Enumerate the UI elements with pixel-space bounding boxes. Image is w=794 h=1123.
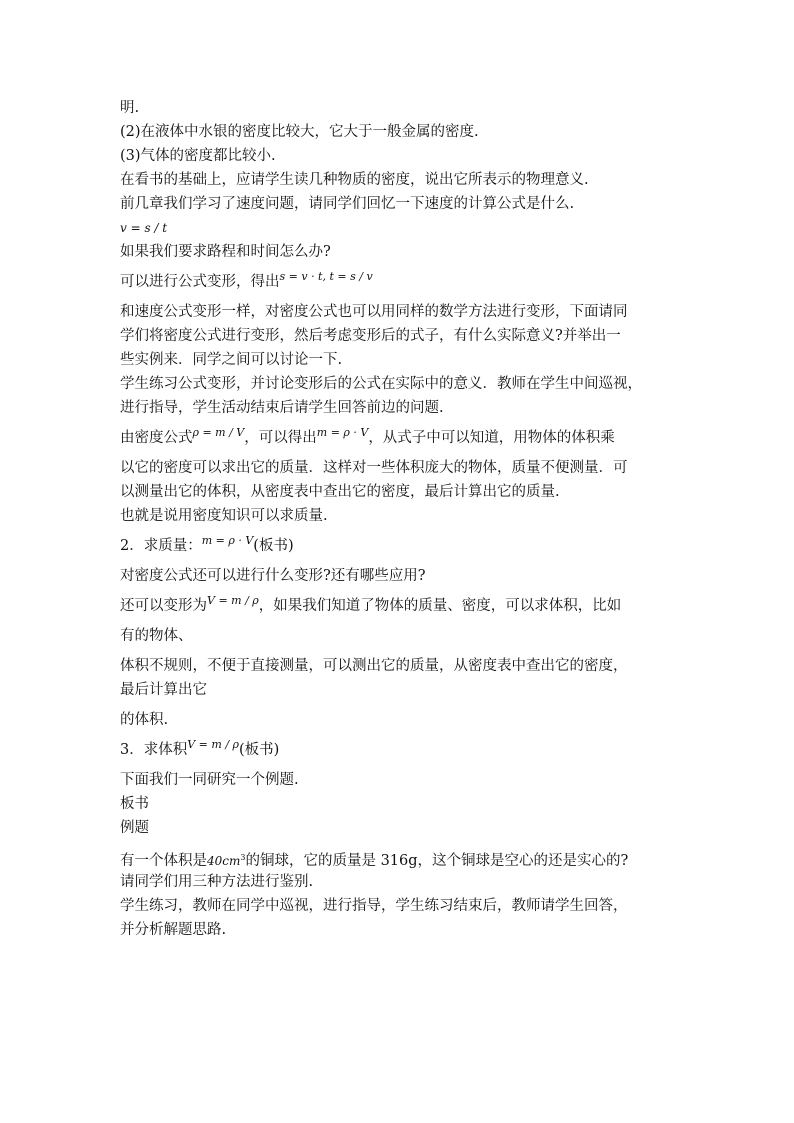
text-line: 3．求体积$^{V = m / \rho}$(板书) [120,738,280,758]
text-line: 有的物体、 [120,628,193,644]
text-line: 学生练习，教师在同学中巡视，进行指导，学生练习结束后，教师请学生回答， [120,898,628,914]
text-line: 些实例来．同学之间可以讨论一下. [120,352,343,368]
inline-formula: V = m / ρ [207,594,259,607]
text-line: 并分析解题思路. [120,922,227,938]
text-line: 有一个体积是$40cm^3$的铜球，它的质量是 316g，这个铜球是空心的还是实心的? [120,853,629,869]
text-line: 以它的密度可以求出它的质量．这样对一些体积庞大的物体，质量不便测量．可 [120,460,628,476]
volume-value: $40cm^3$ [207,853,246,868]
inline-formula: m = ρ · V [201,534,254,547]
formula-line [120,216,680,240]
text-line: 还可以变形为$^{V = m / \rho}$，如果我们知道了物体的质量、密度，可以求体积，比如 [120,594,622,614]
text-line: 也就是说用密度知识可以求质量. [120,508,328,524]
text-line: 学生练习公式变形，并讨论变形后的公式在实际中的意义．教师在学生中间巡视， [120,376,642,392]
text-line: 请同学们用三种方法进行鉴别. [120,874,314,890]
inline-formula: ρ = m / V [192,426,245,439]
text-line: 2．求质量：$^{m = \rho \cdot V}$(板书) [120,534,294,554]
text-line: 以测量出它的体积，从密度表中查出它的密度，最后计算出它的质量. [120,484,560,500]
text-line: 对密度公式还可以进行什么变形?还有哪些应用? [120,568,426,584]
text-line: (3)气体的密度都比较小. [120,148,276,164]
text-line: 前几章我们学习了速度问题，请同学们回忆一下速度的计算公式是什么. [120,196,575,212]
text-line: 例题 [120,820,149,836]
inline-formula: V = m / ρ [187,738,239,751]
text-line: 如果我们要求路程和时间怎么办? [120,244,331,260]
document-page [120,96,680,942]
inline-formula: s = v · t, t = s / v [279,270,373,283]
text-line: (2)在液体中水银的密度比较大，它大于一般金属的密度. [120,124,479,140]
text-line: 进行指导，学生活动结束后请学生回答前边的问题. [120,400,444,416]
text-line: 由密度公式$^{\rho = m / V}$，可以得出$^{m = \rho \cdot V}$，从式子中可以知道，用物体的体积乘 [120,426,615,446]
velocity-formula: v = s / t [120,221,168,235]
text-line: 的体积. [120,712,169,728]
text-line: 在看书的基础上，应请学生读几种物质的密度，说出它所表示的物理意义. [120,172,589,188]
text-line: 最后计算出它 [120,682,207,698]
text-line: 学们将密度公式进行变形，然后考虑变形后的式子，有什么实际意义?并举出一 [120,328,621,344]
text-line: 板书 [120,796,149,812]
text-line: 明. [120,100,140,116]
text-line: 体积不规则，不便于直接测量，可以测出它的质量，从密度表中查出它的密度， [120,658,628,674]
text-line: 可以进行公式变形，得出$^{s = v \cdot t, t = s / v}$ [120,270,373,290]
text-line: 和速度公式变形一样，对密度公式也可以用同样的数学方法进行变形，下面请同 [120,304,628,320]
text-line: 下面我们一同研究一个例题. [120,772,299,788]
inline-formula: m = ρ · V [316,426,369,439]
